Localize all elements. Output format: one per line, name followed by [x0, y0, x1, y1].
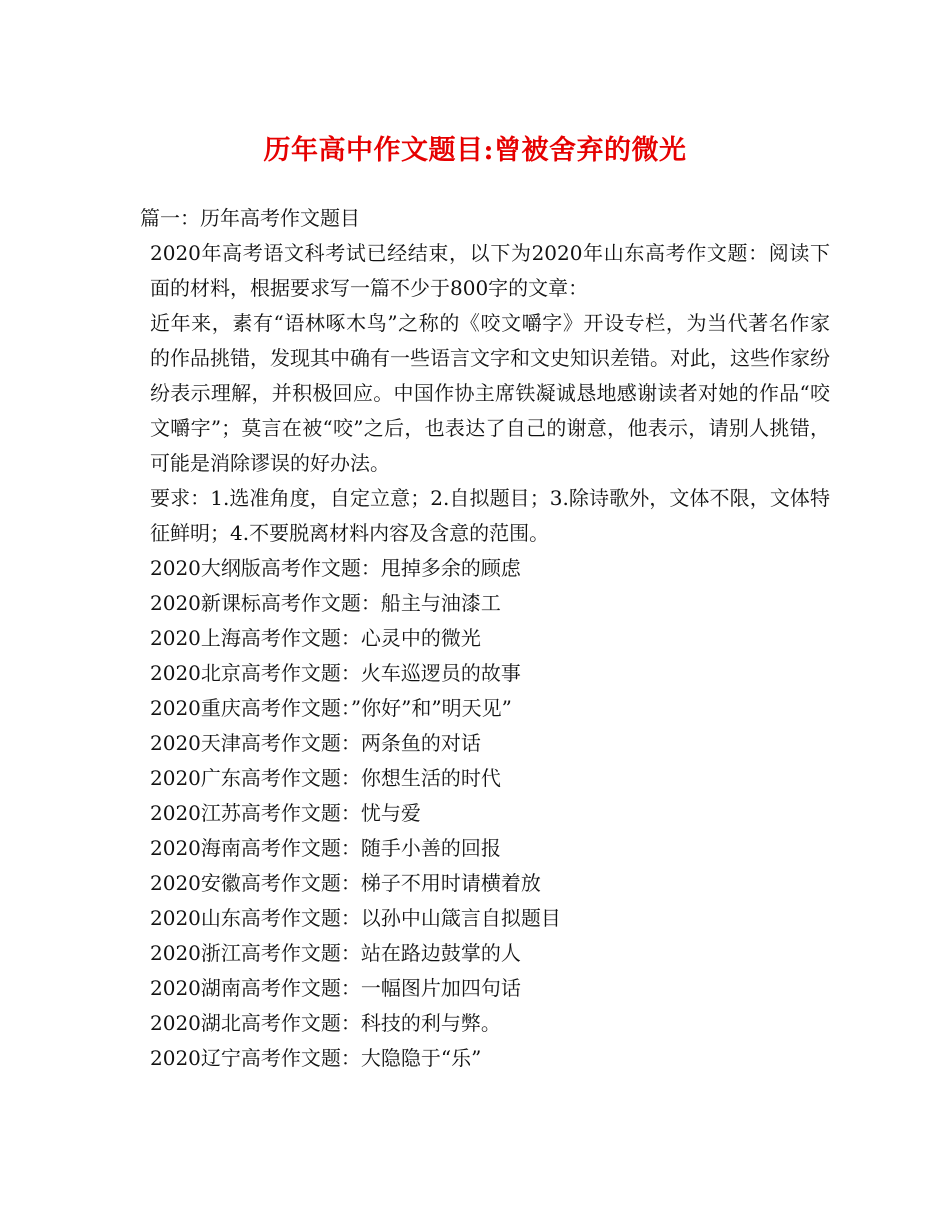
section-heading: 篇一：历年高考作文题目: [140, 206, 360, 230]
list-item: 2020浙江高考作文题：站在路边鼓掌的人: [150, 941, 521, 965]
list-item: 2020重庆高考作文题：”你好”和”明天见”: [150, 696, 512, 720]
paragraph-intro: 2020年高考语文科考试已经结束，以下为2020年山东高考作文题：阅读下面的材料，根据要求写一篇不少于800字的文章：: [150, 241, 830, 300]
list-item: 2020广东高考作文题：你想生活的时代: [150, 766, 501, 790]
list-item: 2020江苏高考作文题：忧与爱: [150, 801, 421, 825]
list-item: 2020大纲版高考作文题：甩掉多余的顾虑: [150, 556, 521, 580]
list-item: 2020新课标高考作文题：船主与油漆工: [150, 591, 501, 615]
list-item: 2020上海高考作文题：心灵中的微光: [150, 626, 481, 650]
list-item: 2020安徽高考作文题：梯子不用时请横着放: [150, 871, 541, 895]
list-item: 2020湖南高考作文题：一幅图片加四句话: [150, 976, 521, 1000]
document-body: [140, 201, 830, 1076]
list-item: 2020湖北高考作文题：科技的利与弊。: [150, 1011, 501, 1035]
list-item: 2020山东高考作文题：以孙中山箴言自拟题目: [150, 906, 561, 930]
list-item: 2020海南高考作文题：随手小善的回报: [150, 836, 501, 860]
document-title: 历年高中作文题目:曾被舍弃的微光: [263, 135, 687, 166]
list-item: 2020天津高考作文题：两条鱼的对话: [150, 731, 481, 755]
list-item: 2020北京高考作文题：火车巡逻员的故事: [150, 661, 521, 685]
paragraph-requirements: 要求：1.选准角度，自定立意；2.自拟题目；3.除诗歌外，文体不限，文体特征鲜明；4.不要脱离材料内容及含意的范围。: [150, 486, 830, 545]
paragraph-material: 近年来，素有“语林啄木鸟”之称的《咬文嚼字》开设专栏，为当代著名作家的作品挑错，发现其中确有一些语言文字和文史知识差错。对此，这些作家纷纷表示理解，并积极回应。中国作协主席铁凝诚恳地感谢读者对她的作品“咬文嚼字”；莫言在被“咬”之后，也表达了自己的谢意，他表示，请别人挑错，可能是消除谬误的好办法。: [150, 311, 830, 475]
list-item: 2020辽宁高考作文题：大隐隐于“乐”: [150, 1046, 482, 1070]
